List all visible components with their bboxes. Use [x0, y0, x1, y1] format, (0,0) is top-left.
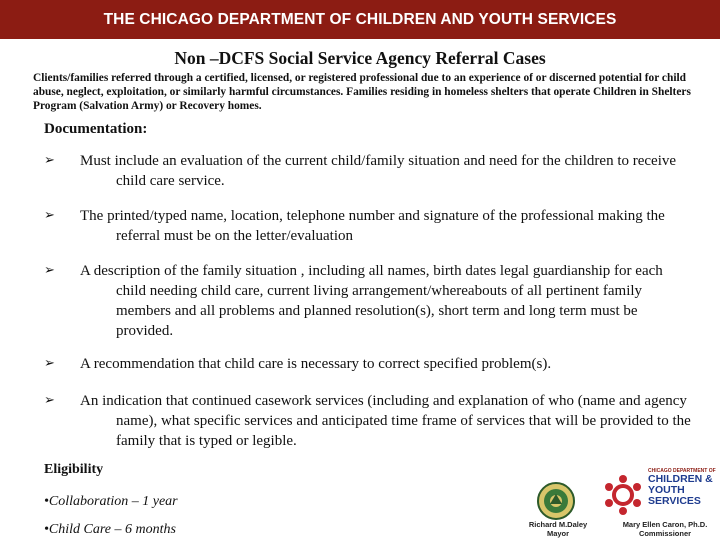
- documentation-item: [44, 151, 694, 191]
- department-logo-icon: [601, 473, 645, 517]
- arrow-bullet-icon: ➢: [44, 208, 55, 223]
- mayor-name: Richard M.Daley: [528, 520, 588, 529]
- commissioner-caption: [610, 520, 720, 538]
- department-name-line2: YOUTH SERVICES: [648, 484, 701, 507]
- eligibility-item: •Collaboration – 1 year: [44, 494, 178, 509]
- mayor-caption: [513, 520, 603, 538]
- eligibility-item: •Child Care – 6 months: [44, 522, 176, 537]
- documentation-item-text: A recommendation that child care is necessary to correct specified problem(s).: [80, 356, 552, 372]
- arrow-bullet-icon: ➢: [44, 356, 55, 371]
- eligibility-heading: Eligibility: [44, 462, 104, 477]
- department-small-label: CHICAGO DEPARTMENT OF: [648, 468, 716, 474]
- header-banner: THE CHICAGO DEPARTMENT OF CHILDREN AND YOUTH SERVICES: [0, 0, 720, 39]
- documentation-heading: Documentation:: [44, 121, 148, 137]
- arrow-bullet-icon: ➢: [44, 153, 55, 168]
- arrow-bullet-icon: ➢: [44, 263, 55, 278]
- documentation-item-text: Must include an evaluation of the current child/family situation and need for the children to receive child care service.: [80, 153, 677, 189]
- commissioner-title: Commissioner: [638, 529, 692, 538]
- documentation-item-text: An indication that continued casework services (including and explanation of who (name and agency name), what specific services and anticipated time frame of services that will be provided to the family that is typed or legible.: [80, 393, 691, 449]
- arrow-bullet-icon: ➢: [44, 393, 55, 408]
- documentation-item-text: A description of the family situation , including all names, birth dates legal guardianship for each child needing child care, current living arrangement/whereabouts of all pertinent family members and all problems and planned resolution(s), short term and long term must be provided.: [80, 263, 663, 339]
- intro-paragraph: Clients/families referred through a certified, licensed, or registered professional due to an experience of or discerned potential for child abuse, neglect, exploitation, or similarly harmful circumstances. Families residing in homeless shelters that operate Children in Shelters Program (Salvation Army) or Recovery homes.: [33, 72, 691, 112]
- documentation-item-text: The printed/typed name, location, telephone number and signature of the professional making the referral must be on the letter/evaluation: [80, 208, 665, 244]
- city-seal-icon: [537, 482, 575, 520]
- mayor-title: Mayor: [546, 529, 570, 538]
- documentation-item: [44, 206, 694, 246]
- documentation-item: [44, 261, 694, 341]
- department-wordmark: [648, 468, 720, 507]
- department-name-line1: CHILDREN &: [648, 473, 713, 485]
- commissioner-name: Mary Ellen Caron, Ph.D.: [622, 520, 708, 529]
- page-title: Non –DCFS Social Service Agency Referral Cases: [174, 48, 546, 68]
- documentation-item: [44, 354, 694, 374]
- documentation-item: [44, 391, 694, 451]
